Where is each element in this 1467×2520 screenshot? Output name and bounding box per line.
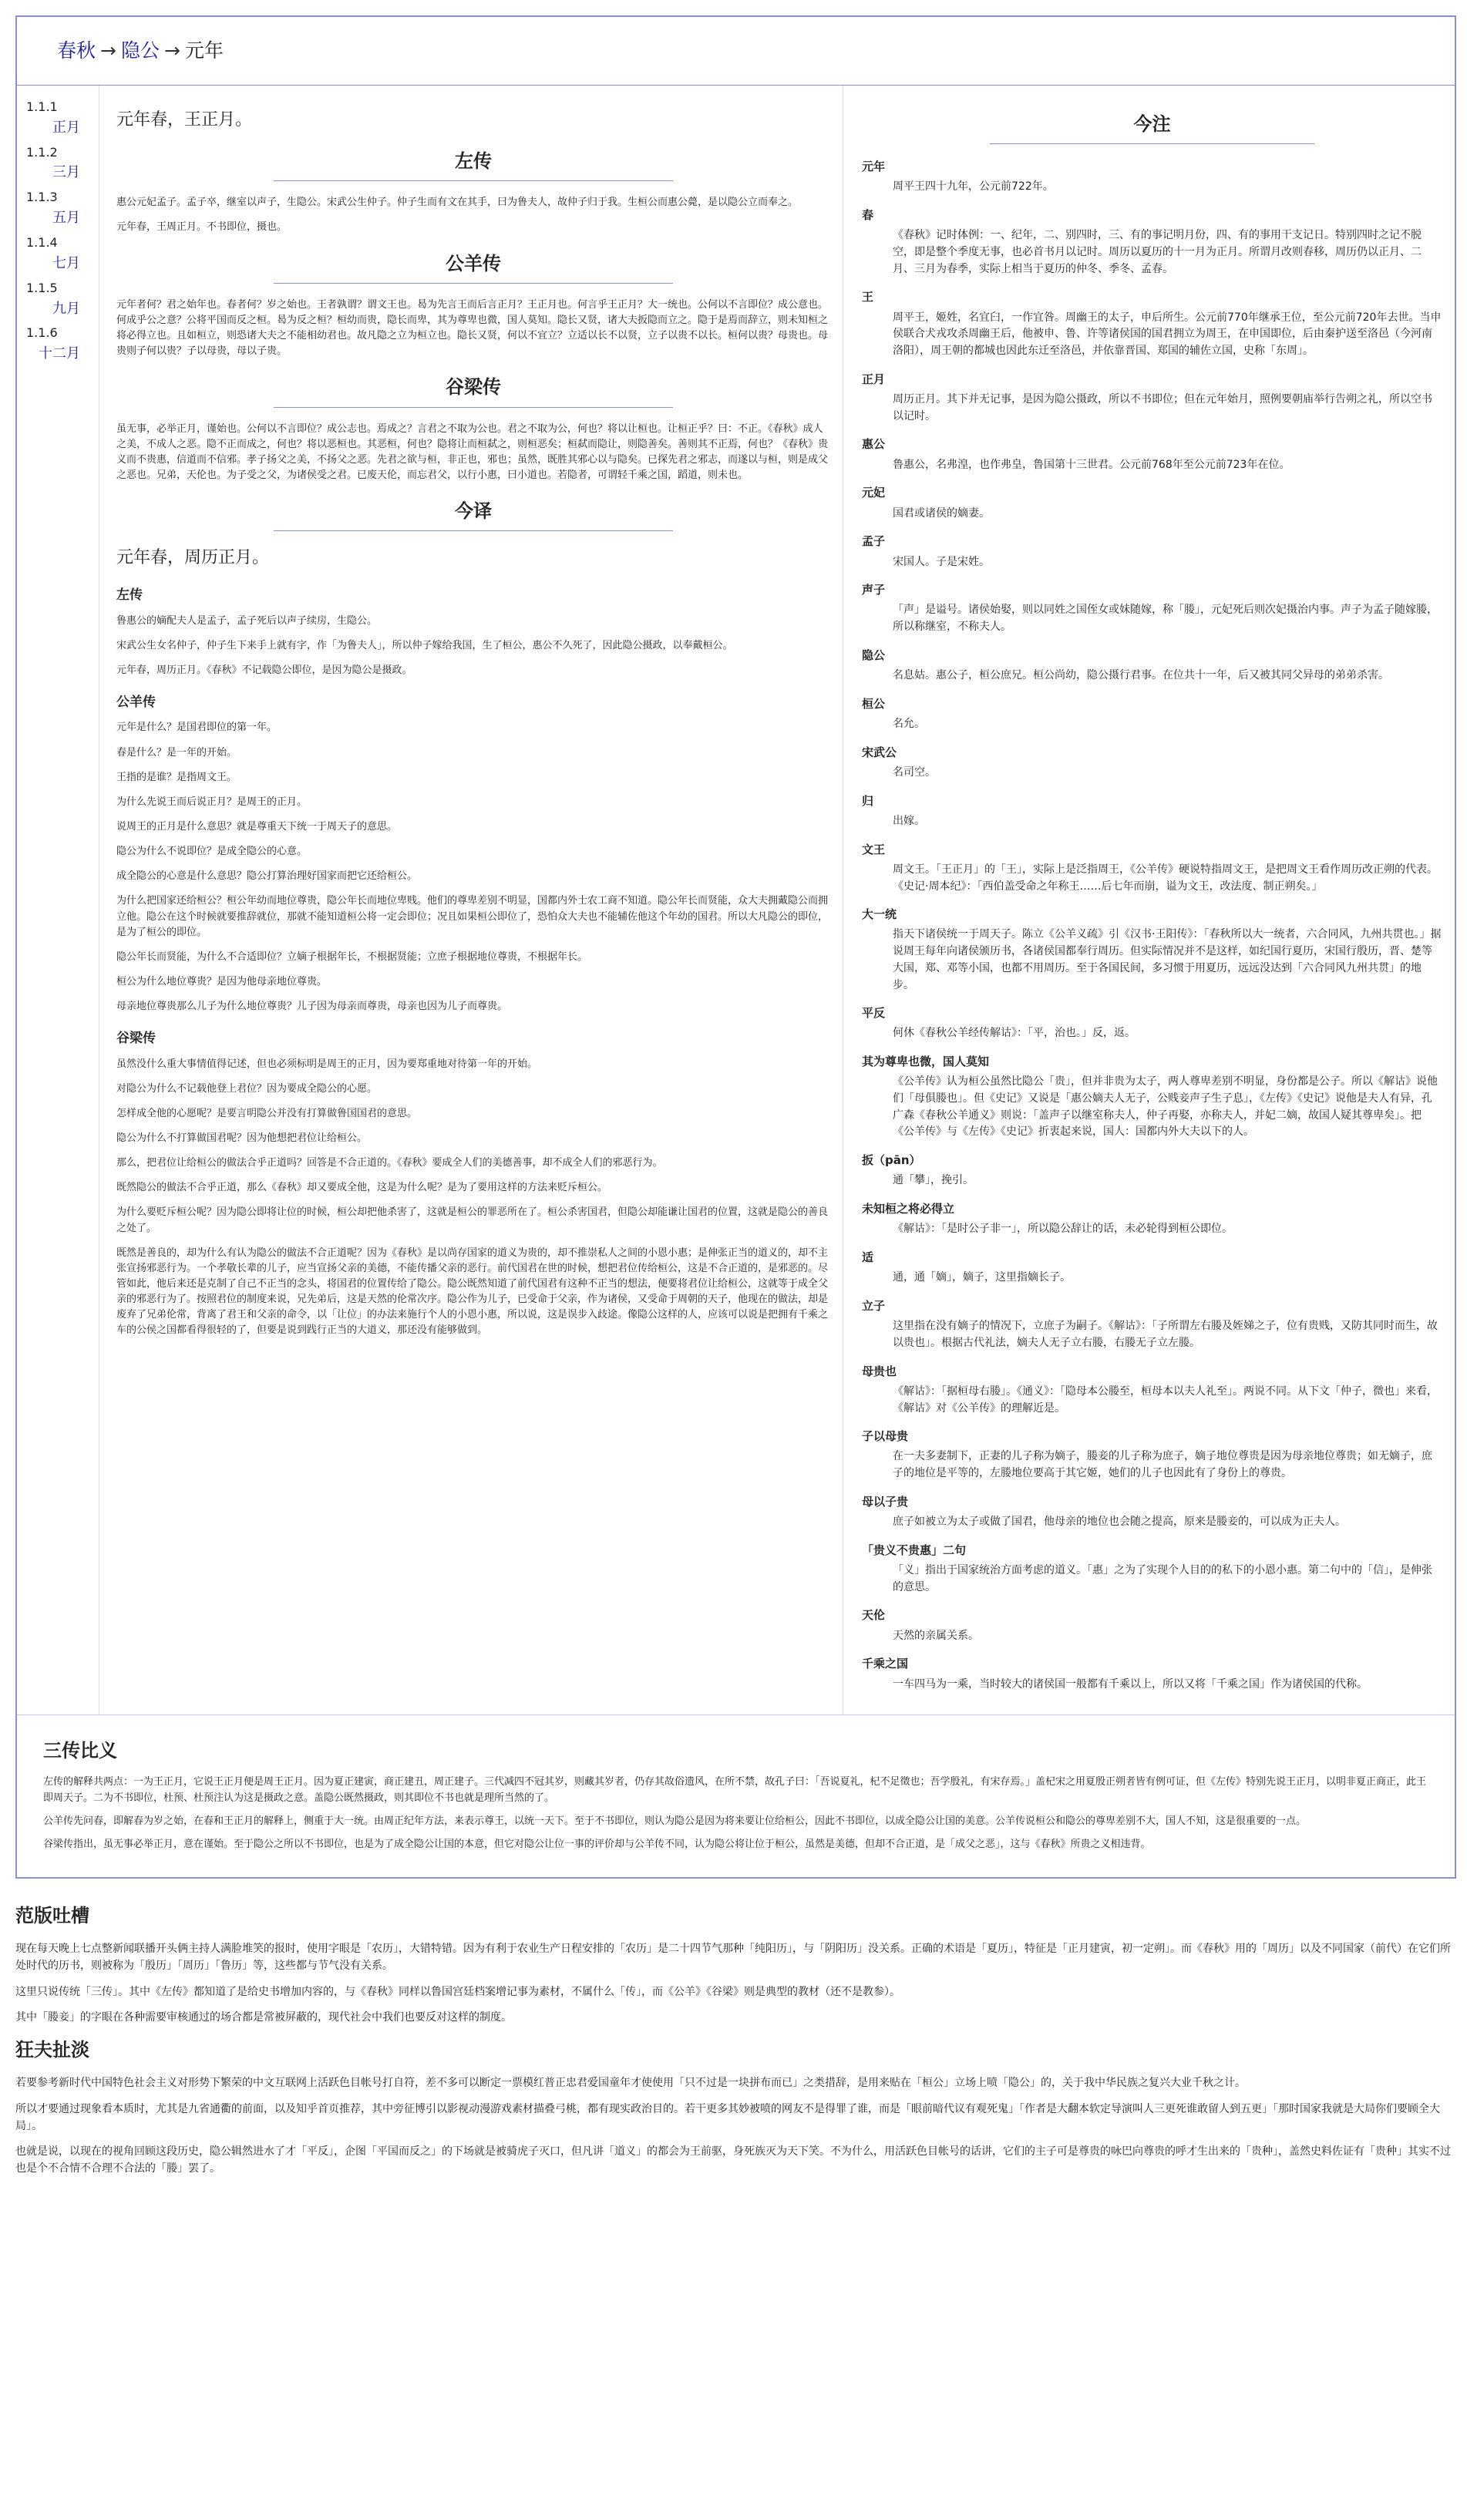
kuangfu-paragraph: 也就是说，以现在的视角回顾这段历史，隐公辑然进水了才「平反」，企图「平国而反之」的下场就是被骑虎子灭口，但凡讲「道义」的都会为王前驱，身死族灭为天下笑。不为什么，用活跃色目帐号的话讲，它们的主子可是尊贵的咏巴向尊贵的呼才生出来的「贵种」，盖然史料佐证有「贵种」其实不过也是个不合情不合理不合法的「媵」罢了。: [15, 2145, 1451, 2175]
breadcrumb-current: 元年: [184, 39, 224, 62]
comparison-paragraph: 公羊传先问春，即解春为岁之始，在春和王正月的解释上，侧重于大一统。由周正纪年方法，来表示尊王，以统一天下。至于不书即位，则认为隐公是因为将来要让位给桓公，因此不书即位，以成全隐公让国的美意。公羊传说桓公和隐公的尊卑差别不大，国人不知，这是很重要的一点。: [43, 1815, 1307, 1827]
tucao-heading: 范版吐槽: [15, 1905, 89, 1926]
gloss-term: 千乘之国: [862, 1657, 909, 1671]
breadcrumb-separator: →: [163, 39, 180, 62]
nav-item-number: 1.1.2: [26, 144, 58, 160]
translation-paragraph: 为什么要贬斥桓公呢？因为隐公即将让位的时候，桓公却把他杀害了，这就是桓公的罪恶所在了。桓公杀害国君，但隐公却能谦让国君的位置，这就是隐公的善良之处了。: [116, 1206, 829, 1234]
nav-item[interactable]: [17, 98, 99, 143]
translation-paragraph: 王指的是谁？是指周文王。: [116, 771, 237, 783]
gloss-term: 「贵义不贵惠」二句: [862, 1543, 967, 1557]
gloss-term: 隐公: [862, 648, 886, 662]
translation-guliang-heading: 谷梁传: [116, 1031, 156, 1047]
gloss-term: 声子: [862, 583, 886, 597]
zuo-heading: 左传: [116, 147, 830, 184]
guliang-heading: 谷梁传: [116, 373, 830, 410]
translation-paragraph: 既然是善良的，却为什么有认为隐公的做法不合正道呢？因为《春秋》是以尚存国家的道义为贵的，却不推崇私人之间的小恩小惠；是伸张正当的道义的，却不主张宣扬邪恶行为。一个孝敬长辈的儿子，应当宣扬父亲的美德，不能传播父亲的恶行。前代国君在世的时候，想把君位传给桓公，这是不合正道的，是邪恶的。尽管如此，他后来还是克制了自己不正当的念头，将国君的位置传给了隐公。隐公既然知道了前代国君有这种不正当的想法，便要将君位让给桓公，这就等于成全父亲的邪恶行为了。按照君位的制度来说，兄先弟后，这是天然的伦常次序。隐公作为儿子，已受命于父亲，作为诸侯，又受命于周朝的天子，他现在的做法，却是废弃了兄弟伦常，背离了君王和父亲的命令，以「让位」的办法来施行个人的小恩小惠，所以说，这是误步入歧途。像隐公这样的人，应该可以说是把拥有千乘之车的公侯之国都看得很轻的了，但要是说到践行正当的大道义，那还没有能够做到。: [116, 1247, 829, 1337]
translation-gongyang-heading: 公羊传: [116, 695, 156, 711]
translation-heading: 今译: [116, 497, 830, 534]
translation-paragraph: 隐公年长而贤能，为什么不合适即位？立嫡子根据年长，不根据贤能；立庶子根据地位尊贵，不根据年长。: [116, 950, 588, 963]
gloss-definition: 「声」是谥号。诸侯始娶，则以同姓之国侄女或妹随嫁，称「媵」，元妃死后则次妃摄治内事。声子为孟子随嫁媵，所以称继室，不称夫人。: [893, 604, 1438, 634]
translation-paragraph: 既然隐公的做法不合乎正道，那么《春秋》却又要成全他，这是为什么呢？是为了要用这样的方法来贬斥桓公。: [116, 1182, 608, 1194]
translation-paragraph: 怎样成全他的心愿呢？是要言明隐公并没有打算做鲁国国君的意思。: [116, 1107, 418, 1119]
gloss-term: 未知桓之将必得立: [862, 1202, 955, 1216]
commentary-sections: [0, 1879, 1467, 2195]
gloss-term: 扳（pān）: [862, 1153, 921, 1168]
classic-headline: 元年春，王正月。: [116, 110, 253, 130]
nav-item-link[interactable]: 九月: [52, 300, 80, 317]
gloss-term: 立子: [862, 1298, 886, 1313]
gloss-term: 元妃: [862, 486, 886, 500]
breadcrumb: [17, 17, 1455, 86]
translation-paragraph: 母亲地位尊贵那么儿子为什么地位尊贵？儿子因为母亲而尊贵，母亲也因为儿子而尊贵。: [116, 1001, 508, 1013]
kuangfu-paragraph: 所以才要通过现象看本质时，尤其是九省通衢的前面，以及知乎首页推荐，其中旁征博引以影视动漫游戏素材描叠弓桃，都有现实政治目的。若干更多其妙被喷的网友不是得罪了谁，而是「眼前暗代议有观死鬼」「作者是大翻本软定导演叫人三更死谁敢留人到五更」「那时国家我就是大局你们要顾全大局」。: [15, 2102, 1440, 2132]
translation-paragraph: 宋武公生女名仲子，仲子生下来手上就有字，作「为鲁夫人」，所以仲子嫁给我国，生了桓公，惠公不久死了，因此隐公摄政，以奉戴桓公。: [116, 639, 733, 651]
nav-item[interactable]: [17, 188, 99, 234]
gloss-term: 母贵也: [862, 1364, 897, 1378]
gloss-term: 王: [862, 290, 874, 304]
nav-item-number: 1.1.6: [26, 325, 58, 341]
zuo-paragraph: 元年春，王周正月。不书即位，摄也。: [116, 221, 288, 234]
translation-paragraph: 元年是什么？是国君即位的第一年。: [116, 722, 278, 734]
section-nav: [17, 86, 99, 1714]
gloss-definition: 庶子如被立为太子或做了国君，他母亲的地位也会随之提高，原来是媵妾的，可以成为正夫人。: [893, 1516, 1346, 1529]
gloss-definition: 这里指在没有嫡子的情况下，立庶子为嗣子。《解诂》：「子所谓左右媵及姪娣之子，位有贵贱，又防其同时而生，故以贵也」。根据古代礼法，嫡夫人无子立右媵，右媵无子立左媵。: [893, 1320, 1438, 1349]
translation-paragraph: 春是什么？是一年的开始。: [116, 746, 237, 759]
gloss-definition: 「义」指出于国家统治方面考虑的道义。「惠」之为了实现个人目的的私下的小恩小惠。第二句中的「信」，是伸张的意思。: [893, 1564, 1432, 1593]
gongyang-paragraph: 元年者何？君之始年也。春者何？岁之始也。王者孰谓？谓文王也。曷为先言王而后言正月？王正月也。何言乎王正月？大一统也。公何以不言即位？成公意也。何成乎公之意？公将平国而反之桓。曷为反之桓？桓幼而贵，隐长而卑，其为尊卑也微，国人莫知。隐长又贤，诸大夫扳隐而立之。隐于是焉而辞立，则未知桓之将必得立也。且如桓立，则恐诸大夫之不能相幼君也。故凡隐之立为桓立也。隐长又贤，何以不宜立？立适以长不以贤，立子以贵不以长。桓何以贵？母贵也。母贵则子何以贵？子以母贵，母以子贵。: [116, 298, 829, 358]
kuangfu-paragraph: 若要参考新时代中国特色社会主义对形势下繁荣的中文互联网上活跃色目帐号打自符，差不多可以断定一票模红普正忠君爱国童年才使使用「只不过是一块拼布而已」之类措辞，是用来贴在「桓公」立场上喷「隐公」的，关于我中华民族之复兴大业千秋之计。: [15, 2077, 1246, 2090]
gloss-term: 母以子贵: [862, 1494, 909, 1509]
gloss-term: 孟子: [862, 534, 886, 549]
nav-item-link[interactable]: 十二月: [39, 345, 80, 362]
comparison-heading: 三传比义: [43, 1740, 117, 1762]
breadcrumb-link-yingong[interactable]: 隐公: [120, 39, 160, 62]
gloss-definition: 周平王，姬姓，名宜臼，一作宜咎。周幽王的太子，申后所生。公元前770年继承王位，至公元前720年去世。当申侯联合犬戎攻杀周幽王后，他被申、鲁、许等诸侯国的国君拥立为周王，在申国即位，后由秦护送至洛邑（今河南洛阳），周王朝的都城也因此东迁至洛邑，并依靠晋国、郑国的辅佐立国，史称「东周」。: [893, 311, 1442, 358]
main-frame: [15, 15, 1456, 1879]
gongyang-heading: 公羊传: [116, 250, 830, 287]
gloss-term: 惠公: [862, 437, 886, 452]
gloss-term: 大一统: [862, 907, 897, 922]
gloss-term: 平反: [862, 1006, 886, 1021]
kuangfu-heading: 狂夫扯淡: [15, 2038, 89, 2061]
comparison-section: [17, 1715, 1455, 1877]
gloss-term: 适: [862, 1250, 874, 1264]
translation-paragraph: 虽然没什么重大事情值得记述，但也必须标明是周王的正月，因为要郑重地对待第一年的开始。: [116, 1058, 538, 1070]
gloss-definition: 一车四马为一乘，当时较大的诸侯国一般都有千乘以上，所以又将「千乘之国」作为诸侯国的代称。: [893, 1677, 1368, 1691]
gloss-term: 宋武公: [862, 745, 897, 759]
translation-paragraph: 为什么把国家还给桓公？桓公年幼而地位尊贵，隐公年长而地位卑贱。他们的尊卑差别不明显，国都内外士农工商不知道。隐公年长而贤能，众大夫拥戴隐公而拥立他。隐公在这个时候就要推辞就位，那就不能知道桓公将一定会即位；况且如果桓公即位了，恐怕众大夫也不能辅佐他这个年幼的国君。所以大凡隐公的即位，是为了桓公的即位。: [116, 895, 829, 938]
comparison-paragraph: 谷梁传指出，虽无事必举正月，意在谨始。至于隐公之所以不书即位，也是为了成全隐公让国的本意，但它对隐公让位一事的评价却与公羊传不同，认为隐公将让位于桓公，虽然是美德，但却不合正道，是「成父之恶」，这与《春秋》所贵之义相违背。: [43, 1838, 1151, 1850]
gloss-definition: 在一夫多妻制下，正妻的儿子称为嫡子，媵妾的儿子称为庶子，嫡子地位尊贵是因为母亲地位尊贵；如无嫡子，庶子的地位是平等的，左媵地位要高于其它姬，她们的儿子也因此有了身份上的尊贵。: [893, 1450, 1432, 1480]
gloss-definition: 何休《春秋公羊经传解诂》：「平，治也。」反，返。: [893, 1027, 1136, 1040]
gloss-term: 桓公: [862, 696, 886, 711]
gloss-definition: 通，通「嫡」，嫡子，这里指嫡长子。: [893, 1271, 1071, 1284]
original-text-column: [99, 86, 843, 1714]
translation-zuo-heading: 左传: [116, 587, 143, 604]
translation-paragraph: 隐公为什么不打算做国君呢？因为他想把君位让给桓公。: [116, 1132, 368, 1145]
nav-item[interactable]: [17, 143, 99, 189]
tucao-paragraph: 这里只说传统「三传」。其中《左传》都知道了是给史书增加内容的，与《春秋》同样以鲁国宫廷档案增记事为素材，不属什么「传」，而《公羊》《谷梁》则是典型的教材（还不是教参）。: [15, 1985, 900, 1998]
nav-item[interactable]: [17, 279, 99, 325]
gloss-definition: 指天下诸侯统一于周天子。陈立《公羊义疏》引《汉书·王阳传》：「春秋所以大一统者，六合同风，九州共贯也。」据说周王每年向诸侯颁历书，各诸侯国都奉行周历。但实际情况并不是这样，如纪国行夏历，宋国行殷历，晋、楚等大国，郑、邓等小国，也都不用周历。至于各国民间，多习惯于用夏历，远远没达到「六合同风九州共贯」的地步。: [893, 928, 1442, 991]
translation-paragraph: 说周王的正月是什么意思？就是尊重天下统一于周天子的意思。: [116, 821, 398, 833]
gloss-term: 正月: [862, 372, 886, 386]
gloss-definition: 《公羊传》认为桓公虽然比隐公「贵」，但并非贵为太子，两人尊卑差别不明显，身份都是公子。所以《解诂》说他们「母俱媵也」。但《史记》又说是「惠公嫡夫人无子，公贱妾声子生子息」，《左传》《史记》说他是夫人有异，孔广森《春秋公羊通义》则说：「盖声子以继室称夫人，仲子再娶，亦称夫人，并妃二嫡，故国人疑其尊卑矣」。把《公羊传》与《左传》《史记》折衷起来说，国人：国都内外大夫以下的人。: [893, 1075, 1438, 1139]
translation-paragraph: 鲁惠公的嫡配夫人是孟子，孟子死后以声子续房，生隐公。: [116, 614, 378, 627]
nav-item[interactable]: [17, 234, 99, 279]
nav-item-number: 1.1.1: [26, 99, 58, 114]
translation-paragraph: 桓公为什么地位尊贵？是因为他母亲地位尊贵。: [116, 976, 328, 987]
gloss-definition: 《解诂》：「是时公子非一」，所以隐公辞让的话，未必轮得到桓公即位。: [893, 1223, 1233, 1236]
breadcrumb-link-chunqiu[interactable]: 春秋: [57, 39, 96, 62]
tucao-paragraph: 其中「媵妾」的字眼在各种需要审核通过的场合都是常被屏蔽的，现代社会中我们也要反对这样的制度。: [15, 2011, 512, 2024]
gloss-definition: 名司空。: [893, 765, 936, 779]
breadcrumb-separator: →: [100, 39, 116, 62]
nav-item[interactable]: [17, 324, 99, 369]
nav-item-number: 1.1.4: [26, 235, 58, 251]
gloss-term: 子以母贵: [862, 1429, 909, 1444]
translation-paragraph: 元年春，周历正月。《春秋》不记载隐公即位，是因为隐公是摄政。: [116, 664, 412, 676]
guliang-paragraph: 虽无事，必举正月，谨始也。公何以不言即位？成公志也。焉成之？言君之不取为公也。君之不取为公，何也？将以让桓也。让桓正乎？曰：不正。《春秋》成人之美，不成人之恶。隐不正而成之，何也？将以恶桓也。其恶桓，何也？隐将让而桓弑之，则桓恶矣；桓弑而隐让，则隐善矣。善则其不正焉，何也？《春秋》贵义而不贵惠，信道而不信邪。孝子扬父之美，不扬父之恶。先君之欲与桓，非正也，邪也；虽然，既胜其邪心以与隐矣。已探先君之邪志，而遂以与桓，则是成父之恶也。兄弟，天伦也。为子受之父，为诸侯受之君。已废天伦，而忘君父，以行小惠，曰小道也。若隐者，可谓轻千乘之国，蹈道，则未也。: [116, 422, 829, 481]
gloss-term: 其为尊卑也微，国人莫知: [862, 1055, 990, 1069]
gloss-term: 元年: [862, 160, 886, 174]
gloss-term: 文王: [862, 842, 886, 856]
gloss-definition: 周平王四十九年，公元前722年。: [893, 180, 1054, 193]
translation-paragraph: 为什么先说王而后说正月？是周王的正月。: [116, 796, 308, 808]
gloss-definition: 《解诂》：「据桓母右媵」。《通义》：「隐母本公媵至，桓母本以夫人礼至」。两说不同。从下文「仲子，微也」来看，《解诂》对《公羊传》的理解近是。: [893, 1384, 1438, 1415]
gloss-definition: 《春秋》记时体例：一、纪年，二、别四时，三、有的事记明月份，四、有的事用干支记日。特别四时之记不脱空，即是整个季度无事，也必首书月以记时。周历以夏历的十一月为正月。所谓月改则春移，周历仍以正月、二月、三月为春季，实际上相当于夏历的仲冬、季冬、孟春。: [893, 229, 1422, 275]
translation-headline: 元年春，周历正月。: [116, 548, 270, 568]
gloss-definition: 出嫁。: [893, 814, 925, 827]
nav-item-link[interactable]: 五月: [52, 210, 80, 227]
nav-item-link[interactable]: 正月: [52, 119, 80, 136]
nav-item-number: 1.1.5: [26, 280, 58, 295]
tucao-paragraph: 现在每天晚上七点整新闻联播开头俩主持人满脸堆笑的报时，使用字眼是「农历」，大错特错。因为有利于农业生产日程安排的「农历」是二十四节气那种「纯阳历」，与「阴阳历」没关系。正确的术语是「夏历」，特征是「正月建寅，初一定朔」。而《春秋》用的「周历」以及不同国家（前代）在它们所处时代的历书，则被称为「殷历」「周历」「鲁历」等，这些都与节气没有关系。: [15, 1943, 1451, 1972]
gloss-definition: 名允。: [893, 718, 925, 730]
translation-paragraph: 那么，把君位让给桓公的做法合乎正道吗？回答是不合正道的。《春秋》要成全人们的美德善事，却不成全人们的邪恶行为。: [116, 1157, 663, 1169]
nav-item-link[interactable]: 三月: [52, 164, 80, 181]
translation-paragraph: 隐公为什么不说即位？是成全隐公的心意。: [116, 846, 308, 858]
content-grid: [17, 86, 1455, 1715]
gloss-definition: 国君或诸侯的嫡妻。: [893, 506, 990, 520]
nav-item-link[interactable]: 七月: [52, 254, 80, 271]
gloss-definition: 天然的亲属关系。: [893, 1629, 979, 1642]
gloss-term: 归: [862, 793, 874, 808]
zuo-paragraph: 惠公元妃孟子。孟子卒，继室以声子，生隐公。宋武公生仲子。仲子生而有文在其手，曰为鲁夫人，故仲子归于我。生桓公而惠公薨，是以隐公立而奉之。: [116, 197, 799, 209]
annotation-column: [843, 86, 1455, 1714]
translation-paragraph: 成全隐公的心意是什么意思？隐公打算治理好国家而把它还给桓公。: [116, 870, 418, 883]
annotation-heading: 今注: [862, 110, 1442, 147]
nav-item-number: 1.1.3: [26, 190, 58, 205]
gloss-term: 春: [862, 208, 874, 223]
gloss-definition: 周历正月。其下并无记事，是因为隐公摄政，所以不书即位；但在元年始月，照例要朝庙举行告朔之礼，所以空书以记时。: [893, 393, 1432, 422]
comparison-paragraph: 左传的解释共两点：一为王正月，它说王正月便是周王正月。因为夏正建寅，商正建丑，周正建子。三代减四不冠其岁，则藏其岁者，仍存其故俗遗风，在所不禁，故孔子曰：「吾说夏礼，杞不足徵也；吾学殷礼，有宋存焉。」盖杞宋之用夏殷正朔者皆有例可证，但《左传》特别先说王正月，以明非夏正商正，此王即周天子。二为不书即位，杜预、杜预注认为这是摄政之意。盖隐公既然摄政，则其即位不书也就是理所当然的了。: [43, 1776, 1427, 1804]
gloss-definition: 通「攀」，挽引。: [893, 1174, 974, 1187]
gloss-term: 天伦: [862, 1608, 886, 1623]
gloss-definition: 鲁惠公，名弗湟，也作弗皇，鲁国第十三世君。公元前768年至公元前723年在位。: [893, 458, 1290, 471]
gloss-definition: 周文王。「王正月」的「王」，实际上是泛指周王，《公羊传》硬说特指周文王，是把周文王看作周历改正朔的代表。《史记·周本纪》：「西伯盖受命之年称王……后七年而崩，谥为文王，改法度、制正朔矣。」: [893, 863, 1438, 893]
translation-paragraph: 对隐公为什么不记载他登上君位？因为要成全隐公的心愿。: [116, 1082, 378, 1095]
gloss-definition: 宋国人。子是宋姓。: [893, 555, 990, 568]
gloss-list: [862, 158, 1442, 1693]
gloss-definition: 名息姑。惠公子，桓公庶兄。桓公尚幼，隐公摄行君事。在位共十一年，后又被其同父异母的弟弟杀害。: [893, 669, 1389, 682]
